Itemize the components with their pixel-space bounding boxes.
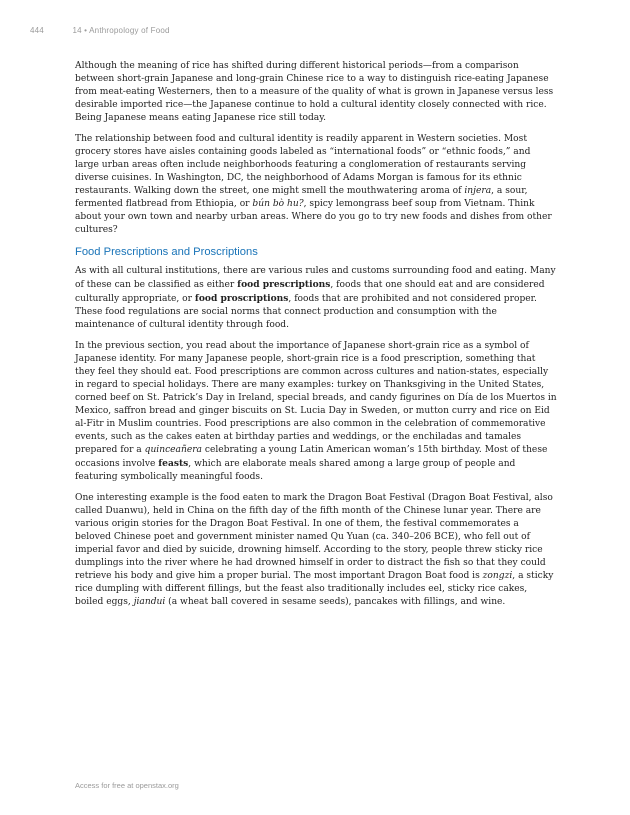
term-zongzi: zongzi — [482, 571, 513, 581]
page-number: 444 — [30, 26, 44, 35]
section-heading: Food Prescriptions and Proscriptions — [75, 246, 258, 258]
page-footer: Access for free at openstax.org — [75, 781, 179, 790]
paragraph-prescription-examples: In the previous section, you read about the importance of Japanese short-grain rice as a symbol of Japanese identity. For many Japanese people, short-grain rice is a food prescription, something that they feel they should eat. Food prescriptions are common across cultures and nation-states, especially in regard to special holidays. There are many examples: turkey on Thanksgiving in the United States, corned beef on St. Patrick’s Day in Ireland, special breads, and candy figurines on Día de los Muertos in Mexico, saffron bread and ginger biscuits on St. Lucia Day in Sweden, or mutton curry and rice on Eid al-Fitr in Muslim countries. Food prescriptions are also common in the celebration of commemorative events, such as the cakes eaten at birthday parties and weddings, or the enchiladas and tamales prepared for a quinceañera celebrating a young Latin American woman’s 15th birthday. Most of these occasions involve feasts, which are elaborate meals shared among a large group of people and featuring symbolically meaningful foods. — [75, 341, 557, 482]
main-content — [75, 60, 557, 617]
paragraph-rice-meaning: Although the meaning of rice has shifted during different historical periods—from a comparison between short-grain Japanese and long-grain Chinese rice to a way to distinguish rice-eating Japanese from meat-eating Westerners, then to a measure of the quality of what is grown in Japanese versus less desirable imported rice—the Japanese continue to hold a cultural identity closely connected with rice. Being Japanese means eating Japanese rice still today. — [75, 61, 554, 123]
term-quinceanera: quinceañera — [144, 445, 202, 455]
paragraph-prescriptions-definition: As with all cultural institutions, there are various rules and customs surrounding food and eating. Many of these can be classified as either food prescriptions, foods that one should eat and are considered culturally appropriate, or food proscriptions, foods that are prohibited and not considered proper. These food regulations are social norms that connect production and consumption with the maintenance of cultural identity through food. — [75, 266, 556, 330]
running-title: 14 • Anthropology of Food — [72, 26, 170, 35]
paragraph-food-identity: The relationship between food and cultural identity is readily apparent in Western societies. Most grocery stores have aisles containing goods labeled as “international foods” or “ethnic foods,” and large urban areas often include neighborhoods featuring a conglomeration of restaurants serving diverse cuisines. In Washington, DC, the neighborhood of Adams Morgan is famous for its ethnic restaurants. Walking down the street, one might smell the mouthwatering aroma of injera, a sour, fermented flatbread from Ethiopia, or bún bò hu?, spicy lemongrass beef soup from Vietnam. Think about your own town and nearby urban areas. Where do you go to try new foods and dishes from other cultures? — [75, 134, 552, 235]
key-term-food-prescriptions: food prescriptions — [237, 279, 331, 290]
key-term-feasts: feasts — [158, 458, 189, 469]
term-bun-bo-hue: bún bò hu? — [252, 199, 304, 209]
term-jiandui: jiandui — [133, 597, 166, 607]
term-injera: injera — [464, 186, 492, 196]
key-term-food-proscriptions: food proscriptions — [194, 293, 289, 304]
page-header — [30, 26, 170, 35]
paragraph-dragon-boat: One interesting example is the food eaten to mark the Dragon Boat Festival (Dragon Boat Festival, also called Duanwu), held in China on the fifth day of the fifth month of the Chinese lunar year. There are various origin stories for the Dragon Boat Festival. In one of them, the festival commemorates a beloved Chinese poet and government minister named Qu Yuan (ca. 340–206 BCE), who fell out of imperial favor and died by suicide, drowning himself. According to the story, people threw sticky rice dumplings into the river where he had drowned himself in order to distract the fish so that they could retrieve his body and give him a proper burial. The most important Dragon Boat food is zongzi, a sticky rice dumpling with different fillings, but the feast also traditionally includes eel, sticky rice cakes, boiled eggs, jiandui (a wheat ball covered in sesame seeds), pancakes with fillings, and wine. — [75, 493, 554, 607]
